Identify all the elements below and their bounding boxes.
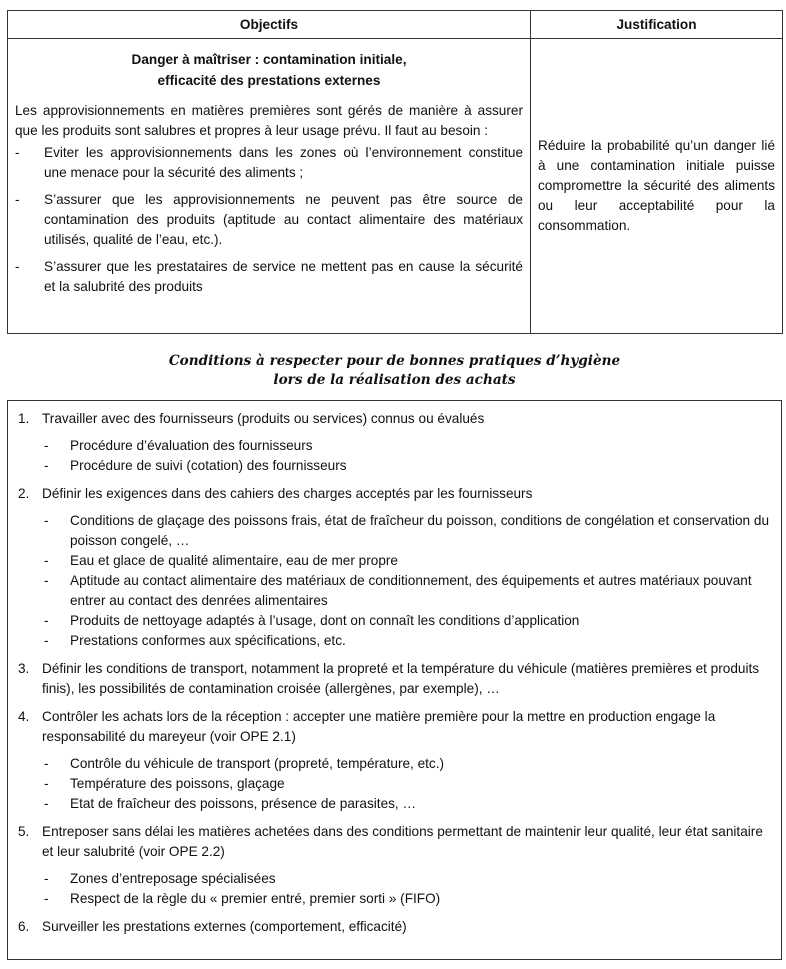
list-item: - Prestations conformes aux spécifications, etc. bbox=[44, 633, 346, 648]
justification-text: Réduire la probabilité qu’un danger lié à une contamination initiale puisse compromettre la sécurité des aliments ou leur acceptabilité pour la consommation. bbox=[538, 138, 775, 233]
list-item: - Contrôle du véhicule de transport (propreté, température, etc.) bbox=[44, 756, 445, 771]
objective-list bbox=[15, 143, 523, 297]
condition-item-5: 5. Entreposer sans délai les matières achetées dans des conditions permettant de maintenir leur qualité, leur état sanitaire et leur salubrité (voir OPE 2.2) - Zones d’entreposage spécialisées - Respect de la règle du « premier entré, premier sorti » (FIFO) bbox=[18, 822, 771, 909]
justification-cell bbox=[531, 39, 783, 334]
objectives-table bbox=[7, 10, 783, 334]
condition-item-1: 1. Travailler avec des fournisseurs (produits ou services) connus ou évalués - Procédure d’évaluation des fournisseurs - Procédure de suivi (cotation) des fournisseurs bbox=[18, 409, 771, 476]
condition-sublist bbox=[42, 511, 771, 651]
condition-item-3: 3. Définir les conditions de transport, notamment la propreté et la température du véhicule (matières premières et produits finis), les possibilités de contamination croisée (allergènes, par exemple), … bbox=[18, 661, 760, 696]
objective-item: - S’assurer que les approvisionnements ne peuvent pas être source de contamination des produits (aptitude au contact alimentaire des matériaux utilisés, qualité de l’eau, etc.). bbox=[15, 192, 523, 247]
list-item: - Zones d’entreposage spécialisées bbox=[44, 871, 276, 886]
objectifs-header: Objectifs bbox=[8, 11, 531, 39]
intro-text: Les approvisionnements en matières premières sont gérés de manière à assurer que les produits sont salubres et propres à leur usage prévu. Il faut au besoin : bbox=[15, 103, 523, 138]
condition-sublist bbox=[42, 754, 771, 814]
condition-item-2: 2. Définir les exigences dans des cahiers des charges acceptés par les fournisseurs - Conditions de glaçage des poissons frais, état de fraîcheur du poisson, conditions de congélation et conservation du poisson congelé, … - Eau et glace de qualité alimentaire, eau de mer propre - Aptitude au contact alimentaire des matériaux de conditionnement, des équipements et autres matériaux pouvant entrer au contact des denrées alimentaires - Produits de nettoyage adaptés à l’usage, dont on connaît les conditions d’application - Prestations conformes aux spécifications, etc. bbox=[18, 484, 771, 651]
list-item: - Aptitude au contact alimentaire des matériaux de conditionnement, des équipements et autres matériaux pouvant entrer au contact des denrées alimentaires bbox=[44, 573, 752, 608]
objectifs-cell bbox=[8, 39, 531, 334]
conditions-box bbox=[7, 400, 782, 960]
condition-sublist bbox=[42, 869, 771, 909]
list-item: - Température des poissons, glaçage bbox=[44, 776, 285, 791]
list-item: - Procédure de suivi (cotation) des fournisseurs bbox=[44, 458, 347, 473]
list-item: - Eau et glace de qualité alimentaire, eau de mer propre bbox=[44, 553, 398, 568]
list-item: - Procédure d’évaluation des fournisseurs bbox=[44, 438, 313, 453]
condition-item-4: 4. Contrôler les achats lors de la réception : accepter une matière première pour la mettre en production engage la responsabilité du mareyeur (voir OPE 2.1) - Contrôle du véhicule de transport (propreté, température, etc.) - Température des poissons, glaçage - Etat de fraîcheur des poissons, présence de parasites, … bbox=[18, 707, 771, 814]
list-item: - Conditions de glaçage des poissons frais, état de fraîcheur du poisson, conditions de congélation et conservation du poisson congelé, … bbox=[44, 513, 770, 548]
justification-header: Justification bbox=[531, 11, 783, 39]
objective-item: - Eviter les approvisionnements dans les zones où l’environnement constitue une menace pour la sécurité des aliments ; bbox=[15, 145, 523, 180]
list-item: - Respect de la règle du « premier entré, premier sorti » (FIFO) bbox=[44, 891, 441, 906]
condition-sublist bbox=[42, 436, 771, 476]
list-item: - Etat de fraîcheur des poissons, présence de parasites, … bbox=[44, 796, 417, 811]
objective-item: - S’assurer que les prestataires de service ne mettent pas en cause la sécurité et la salubrité des produits bbox=[15, 259, 523, 294]
list-item: - Produits de nettoyage adaptés à l’usage, dont on connaît les conditions d’application bbox=[44, 613, 580, 628]
conditions-title: Conditions à respecter pour de bonnes pratiques d’hygiène lors de la réalisation des achats bbox=[168, 353, 621, 388]
condition-item-6: 6. Surveiller les prestations externes (comportement, efficacité) bbox=[18, 919, 407, 934]
danger-title: Danger à maîtriser : contamination initiale, efficacité des prestations externes bbox=[131, 52, 407, 88]
